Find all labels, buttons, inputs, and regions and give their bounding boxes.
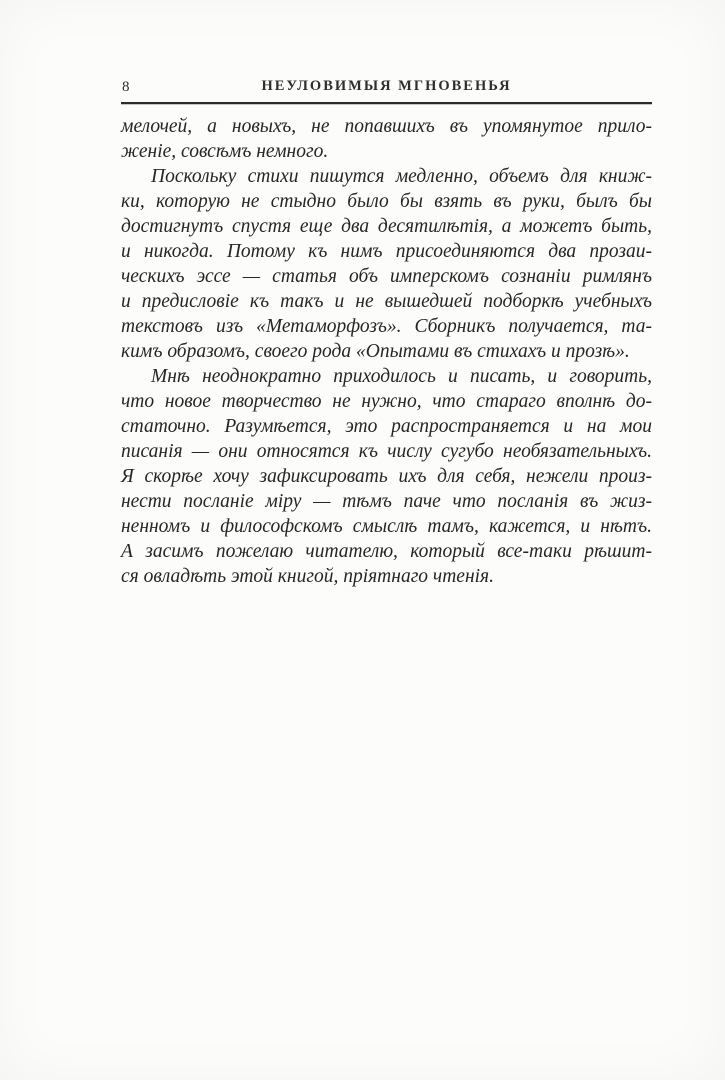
text-line: достигнутъ спустя еще два десятилѣтія, а можетъ быть, [121,216,652,237]
text-line: и предисловіе къ такъ и не вышедшей подборкѣ учебныхъ [121,291,652,312]
text-line: ся овладѣть этой книгой, пріятнаго чтенія. [121,566,494,587]
body-text [121,114,652,589]
text-line: кимъ образомъ, своего рода «Опытами въ стихахъ и прозѣ». [121,341,630,362]
text-line: Я скорѣе хочу зафиксировать ихъ для себя, нежели произ- [121,466,652,487]
text-line: мелочей, а новыхъ, не попавшихъ въ упомянутое прило- [121,116,652,137]
text-line: что новое творчество не нужно, что стараго вполнѣ до- [121,391,652,412]
running-title: НЕУЛОВИМЫЯ МГНОВЕНЬЯ [261,78,512,94]
text-line: Поскольку стихи пишутся медленно, объемъ для книж- [151,166,652,187]
text-line: статочно. Разумѣется, это распространяется и на мои [121,416,652,437]
text-line: и никогда. Потому къ нимъ присоединяются два прозаи- [121,241,652,262]
page-number: 8 [122,79,130,95]
text-line: женіе, совсѣмъ немного. [121,141,329,162]
page-header [121,78,652,98]
text-line: писанія — они относятся къ числу сугубо необязательныхъ. [121,441,652,462]
text-line: ненномъ и философскомъ смыслѣ тамъ, кажется, и нѣтъ. [121,516,652,537]
text-line: нести посланіе міру — тѣмъ паче что посланія въ жиз- [121,491,652,512]
header-rule [121,102,652,104]
text-line: А засимъ пожелаю читателю, который все-таки рѣшит- [121,541,652,562]
text-line: ческихъ эссе — статья объ имперскомъ сознаніи римлянъ [121,266,652,287]
text-line: Мнѣ неоднократно приходилось и писать, и говорить, [151,366,652,387]
text-line: текстовъ изъ «Метаморфозъ». Сборникъ получается, та- [121,316,652,337]
text-line: ки, которую не стыдно было бы взять въ руки, былъ бы [121,191,652,212]
